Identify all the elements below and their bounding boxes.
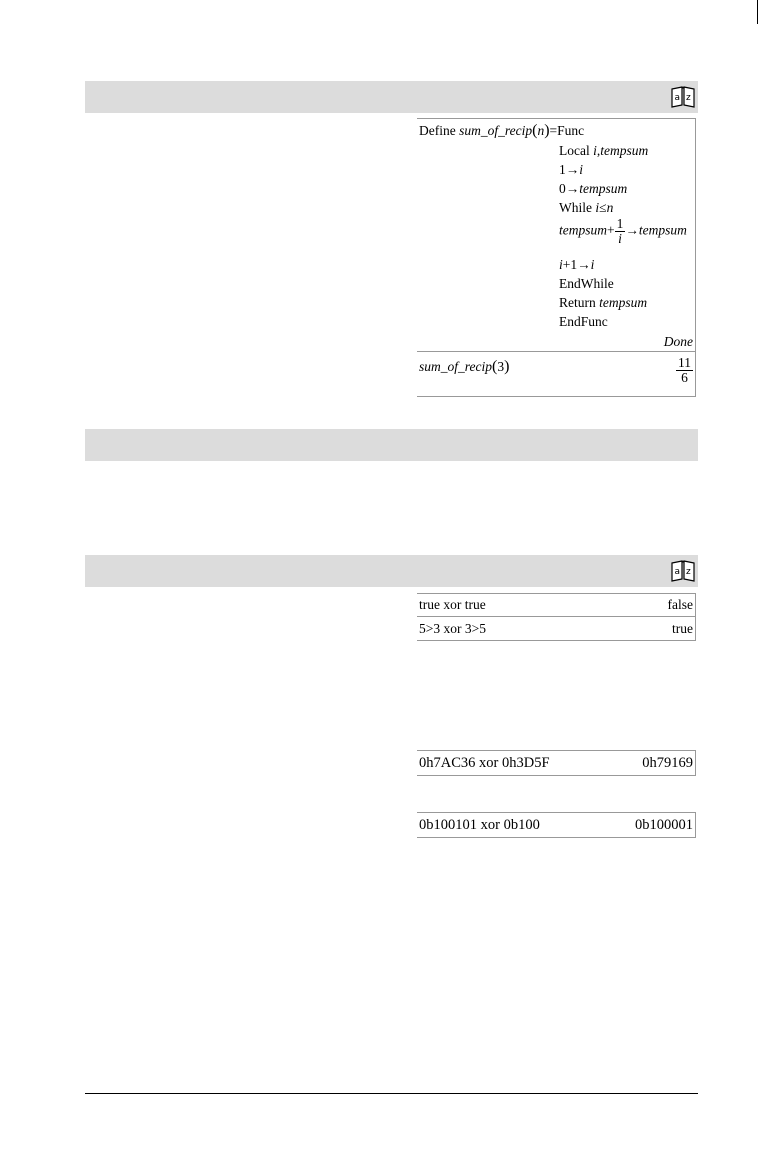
define-result: Done (663, 334, 693, 349)
program-example-panel (417, 118, 696, 397)
program-line-init-i: 1→i (559, 162, 584, 177)
fraction-one-over-i: $\frac{1}{i}$ (616, 216, 624, 246)
svg-text:z: z (686, 567, 691, 577)
define-line: Define sum_of_recip(n)=Func (419, 122, 585, 139)
section-header-bar-2 (85, 429, 698, 461)
expression-input: 0b100101 xor 0b100 (419, 817, 540, 833)
expression-output: 0b100001 (635, 817, 693, 833)
catalog-book-icon[interactable] (670, 559, 696, 583)
table-row (417, 813, 695, 837)
svg-text:a: a (674, 93, 681, 103)
program-line-endwhile: EndWhile (559, 276, 614, 291)
table-row (417, 751, 695, 775)
page-edge-line (757, 0, 758, 24)
table-row (417, 594, 695, 617)
func-keyword: =Func (549, 123, 585, 138)
section-header-bar-3 (85, 555, 698, 587)
section-header-bar-1 (85, 81, 698, 113)
xor-hex-panel (417, 750, 696, 776)
program-line-return: Return tempsum (559, 295, 648, 310)
program-line-sum: tempsum+ $\frac{1}{i}$ →tempsum (559, 216, 687, 246)
program-line-endfunc: EndFunc (559, 314, 608, 329)
program-line-init-tempsum: 0→tempsum (559, 181, 628, 196)
define-keyword: Define (419, 123, 456, 138)
expression-output: false (667, 597, 693, 612)
expression-output: true (672, 621, 693, 636)
function-name: sum_of_recip (459, 123, 533, 138)
function-param: n (537, 123, 545, 138)
expression-input: 0h7AC36 xor 0h3D5F (419, 755, 550, 771)
call-result-fraction: $\frac{11}{6}$ (678, 355, 691, 385)
expression-input: 5>3 xor 3>5 (419, 621, 486, 636)
table-row (417, 617, 695, 640)
svg-text:z: z (686, 93, 691, 103)
program-line-increment: i+1→i (559, 257, 595, 272)
row-divider (417, 351, 695, 352)
program-line-local: Local i,tempsum (559, 143, 649, 158)
xor-logic-panel (417, 593, 696, 641)
catalog-book-icon[interactable] (670, 85, 696, 109)
footer-rule (85, 1093, 698, 1094)
expression-input: true xor true (419, 597, 486, 612)
svg-text:a: a (674, 567, 681, 577)
expression-output: 0h79169 (642, 755, 693, 771)
program-line-while: While i≤n (559, 200, 614, 215)
xor-binary-panel (417, 812, 696, 838)
call-expression: sum_of_recip(3) (419, 358, 510, 375)
